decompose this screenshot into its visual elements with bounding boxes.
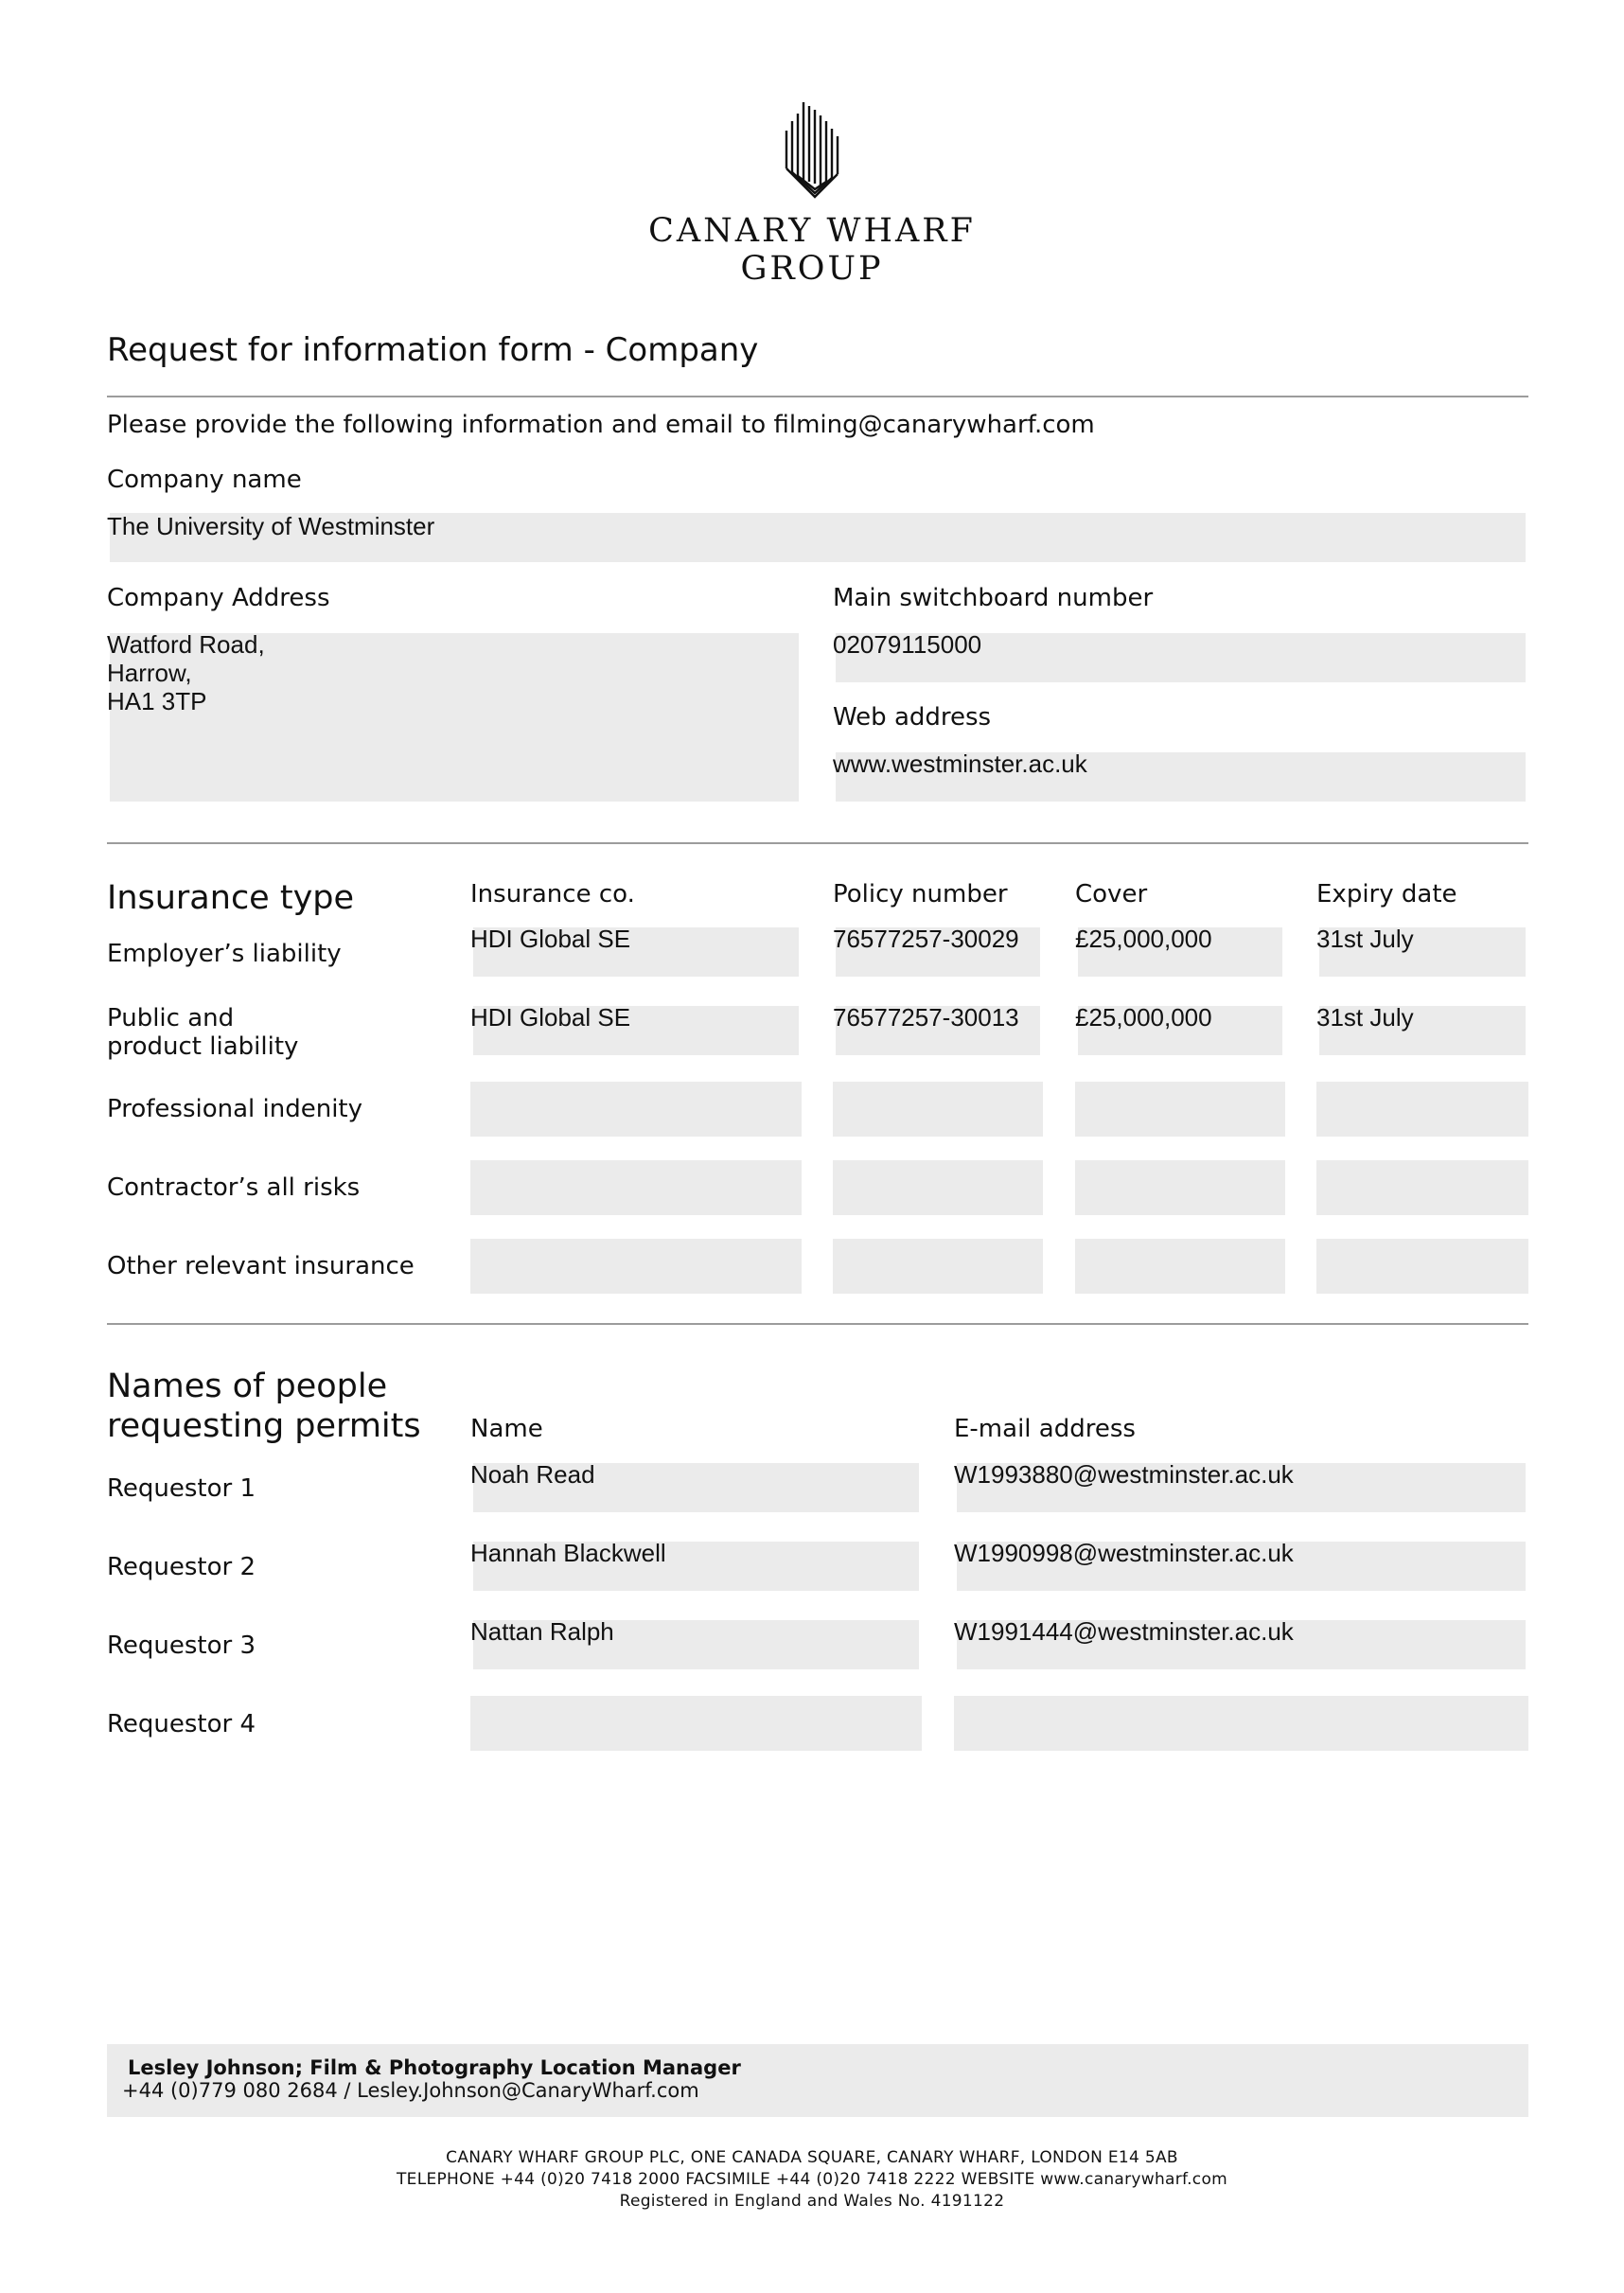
logo-wordmark-line1: CANARY WHARF [648,212,976,250]
tower-logo-icon [779,102,845,204]
policy-number-field[interactable] [833,1082,1043,1137]
footer-address: CANARY WHARF GROUP PLC, ONE CANADA SQUARE, CANARY WHARF, LONDON E14 5AB [446,2148,1178,2167]
cover-field[interactable] [1075,1239,1285,1294]
form-title: Request for information form - Company [107,331,759,369]
contact-name: Lesley Johnson; Film & Photography Location Manager [128,2056,741,2079]
insurance-company-field[interactable] [470,1160,802,1215]
company-name-label: Company name [107,466,302,494]
requestor-email-value: W1993880@westminster.ac.uk [954,1460,1294,1489]
address-line-2: Harrow, [107,659,192,687]
company-address-label: Company Address [107,584,330,612]
cover-field[interactable] [1075,1160,1285,1215]
divider [107,842,1528,844]
insurance-company-field[interactable] [470,1239,802,1294]
insurance-company-value: HDI Global SE [470,1003,631,1032]
requestor-label: Requestor 2 [107,1553,256,1581]
form-instruction: Please provide the following information and email to filming@canarywharf.com [107,411,1095,439]
footer-telephone: TELEPHONE +44 (0)20 7418 2000 FACSIMILE +44 (0)20 7418 2222 WEBSITE www.canarywharf.com [396,2170,1228,2189]
expiry-date-value: 31st July [1316,1003,1414,1032]
policy-number-field[interactable] [833,1239,1043,1294]
column-header-email: E-mail address [954,1415,1136,1443]
web-address-label: Web address [833,703,992,732]
cover-value: £25,000,000 [1075,925,1212,953]
policy-number-value: 76577257-30029 [833,925,1019,953]
requestor-name-value: Nattan Ralph [470,1617,614,1646]
insurance-company-field[interactable] [470,1082,802,1137]
insurance-row-label: Professional indenity [107,1095,363,1123]
cover-value: £25,000,000 [1075,1003,1212,1032]
divider [107,396,1528,397]
policy-number-field[interactable] [833,1160,1043,1215]
requestors-section-title-line2: requesting permits [107,1407,421,1445]
cover-field[interactable] [1075,1082,1285,1137]
expiry-date-field[interactable] [1316,1082,1528,1137]
expiry-date-value: 31st July [1316,925,1414,953]
switchboard-value: 02079115000 [833,630,982,659]
insurance-row-label: Employer’s liability [107,940,342,968]
policy-number-value: 76577257-30013 [833,1003,1019,1032]
requestor-label: Requestor 3 [107,1632,256,1660]
expiry-date-field[interactable] [1316,1160,1528,1215]
insurance-row-label: Other relevant insurance [107,1252,415,1280]
column-header-cover: Cover [1075,880,1148,908]
logo-wordmark-line2: GROUP [740,250,884,288]
requestor-name-value: Noah Read [470,1460,595,1489]
requestor-label: Requestor 1 [107,1474,256,1503]
contact-details: +44 (0)779 080 2684 / Lesley.Johnson@CanaryWharf.com [122,2079,699,2102]
column-header-name: Name [470,1415,543,1443]
requestors-section-title-line1: Names of people [107,1367,388,1405]
insurance-row-label-line2: product liability [107,1032,299,1061]
address-line-3: HA1 3TP [107,687,207,715]
requestor-name-field[interactable] [470,1696,922,1751]
expiry-date-field[interactable] [1316,1239,1528,1294]
requestor-name-value: Hannah Blackwell [470,1539,666,1567]
insurance-row-label: Public and [107,1004,235,1032]
requestor-email-value: W1990998@westminster.ac.uk [954,1539,1294,1567]
divider [107,1323,1528,1325]
requestor-email-value: W1991444@westminster.ac.uk [954,1617,1294,1646]
requestor-email-field[interactable] [954,1696,1528,1751]
footer-registration: Registered in England and Wales No. 4191122 [619,2192,1005,2211]
web-address-value: www.westminster.ac.uk [833,750,1087,778]
insurance-row-label: Contractor’s all risks [107,1173,361,1202]
switchboard-label: Main switchboard number [833,584,1154,612]
column-header-insurance-co: Insurance co. [470,880,635,908]
column-header-policy-number: Policy number [833,880,1008,908]
column-header-expiry-date: Expiry date [1316,880,1457,908]
company-name-value: The University of Westminster [107,512,435,540]
insurance-company-value: HDI Global SE [470,925,631,953]
insurance-section-title: Insurance type [107,879,355,917]
address-line-1: Watford Road, [107,630,265,659]
requestor-label: Requestor 4 [107,1710,256,1738]
company-logo [0,102,1624,291]
